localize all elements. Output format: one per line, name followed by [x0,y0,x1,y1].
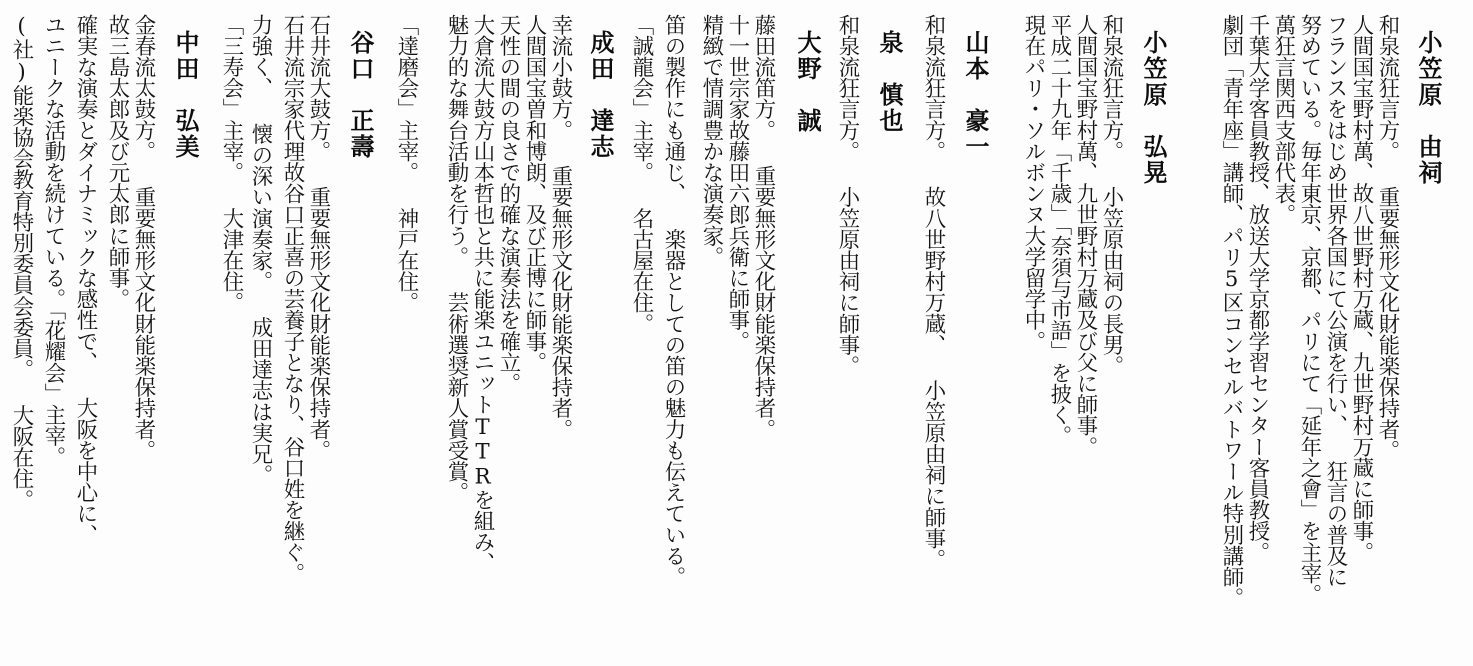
profile-line: 故三島太郎及び元太郎に師事。 [105,14,130,310]
profile-line: 石井流大鼓方。 重要無形文化財能楽保持者。 [306,14,331,461]
profile-line: 和泉流狂言方。 重要無形文化財能楽保持者。 [1375,14,1400,461]
profile-line: 人間国宝曽和博朗、及び正博に師事。 [522,14,547,373]
profile-line: 天性の間の良さで的確な演奏法を確立。 [496,14,521,394]
profile-line: (社)能楽協会教育特別委員会委員。 大阪在住。 [9,14,34,511]
profile-line: 現在パリ・ソルボンヌ大学留学中。 [1021,14,1046,352]
profile-line: フランスをはじめ世界各国にて公演を行い、 狂言の普及に [1323,14,1348,588]
profile-line: 大倉流大鼓方山本哲也と共に能楽ユニットTTRを組み、 [470,14,495,574]
profile-line: 確実な演奏とダイナミックな感性で、 大阪を中心に、 [73,14,98,546]
profile-line: 十一世宗家故藤田六郎兵衛に師事。 [725,14,750,352]
performer-name: 成田 達志 [586,30,615,160]
profile-line: 和泉流狂言方。 故八世野村万蔵、 小笠原由祠に師事。 [921,14,946,570]
profile-line: 努めている。毎年東京、京都、パリにて「延年之會」を主宰。 [1297,14,1322,605]
performer-name: 泉 慎也 [875,30,904,134]
profile-line: 平成二十九年「千歳」「奈須与市語」を披く。 [1047,14,1072,447]
profile-line: 笛の製作にも通じ、 楽器としての笛の魅力も伝えている。 [661,14,686,588]
performer-name: 中田 弘美 [171,30,200,160]
profile-line: 幸流小鼓方。 重要無形文化財能楽保持者。 [548,14,573,440]
profile-line: 石井流宗家代理故谷口正喜の芸養子となり、谷口姓を継ぐ。 [280,14,305,584]
profile-line: 金春流太鼓方。 重要無形文化財能楽保持者。 [131,14,156,461]
profile-line: 「達磨会」主宰。 神戸在住。 [394,14,419,314]
profile-line: 力強く、 懐の深い演奏家。 成田達志は実兄。 [248,14,273,486]
performer-name: 大野 誠 [793,30,822,134]
performer-name: 谷口 正壽 [346,30,375,160]
performer-name: 小笠原 由祠 [1414,30,1443,186]
profile-line: 萬狂言関西支部代表。 [1271,14,1296,226]
profile-line: 人間国宝野村萬、故八世野村万蔵、九世野村万蔵に師事。 [1349,14,1374,563]
profile-line: 藤田流笛方。 重要無形文化財能楽保持者。 [751,14,776,440]
performer-name: 山本 豪一 [961,30,990,160]
profile-line: 千葉大学客員教授、放送大学京都学習センター客員教授。 [1245,14,1270,563]
profile-line: 「誠龍会」主宰。 名古屋在住。 [629,14,654,335]
performer-name: 小笠原 弘晃 [1139,30,1168,186]
profile-line: ユニークな活動を続けている。「花耀会」主宰。 [41,14,66,468]
profile-line: 劇団「青年座」講師、パリ5区コンセルバトワール特別講師。 [1219,14,1244,609]
profile-line: 「三寿会」主宰。 大津在住。 [219,14,244,314]
profile-line: 魅力的な舞台活動を行う。 芸術選奨新人賞受賞。 [444,14,469,503]
profile-line: 和泉流狂言方。 小笠原由祠に師事。 [835,14,860,377]
profile-line: 精緻で情調豊かな演奏家。 [699,14,724,268]
profile-line: 和泉流狂言方。 小笠原由祠の長男。 [1099,14,1124,377]
profile-line: 人間国宝野村萬、九世野村万蔵及び父に師事。 [1073,14,1098,458]
